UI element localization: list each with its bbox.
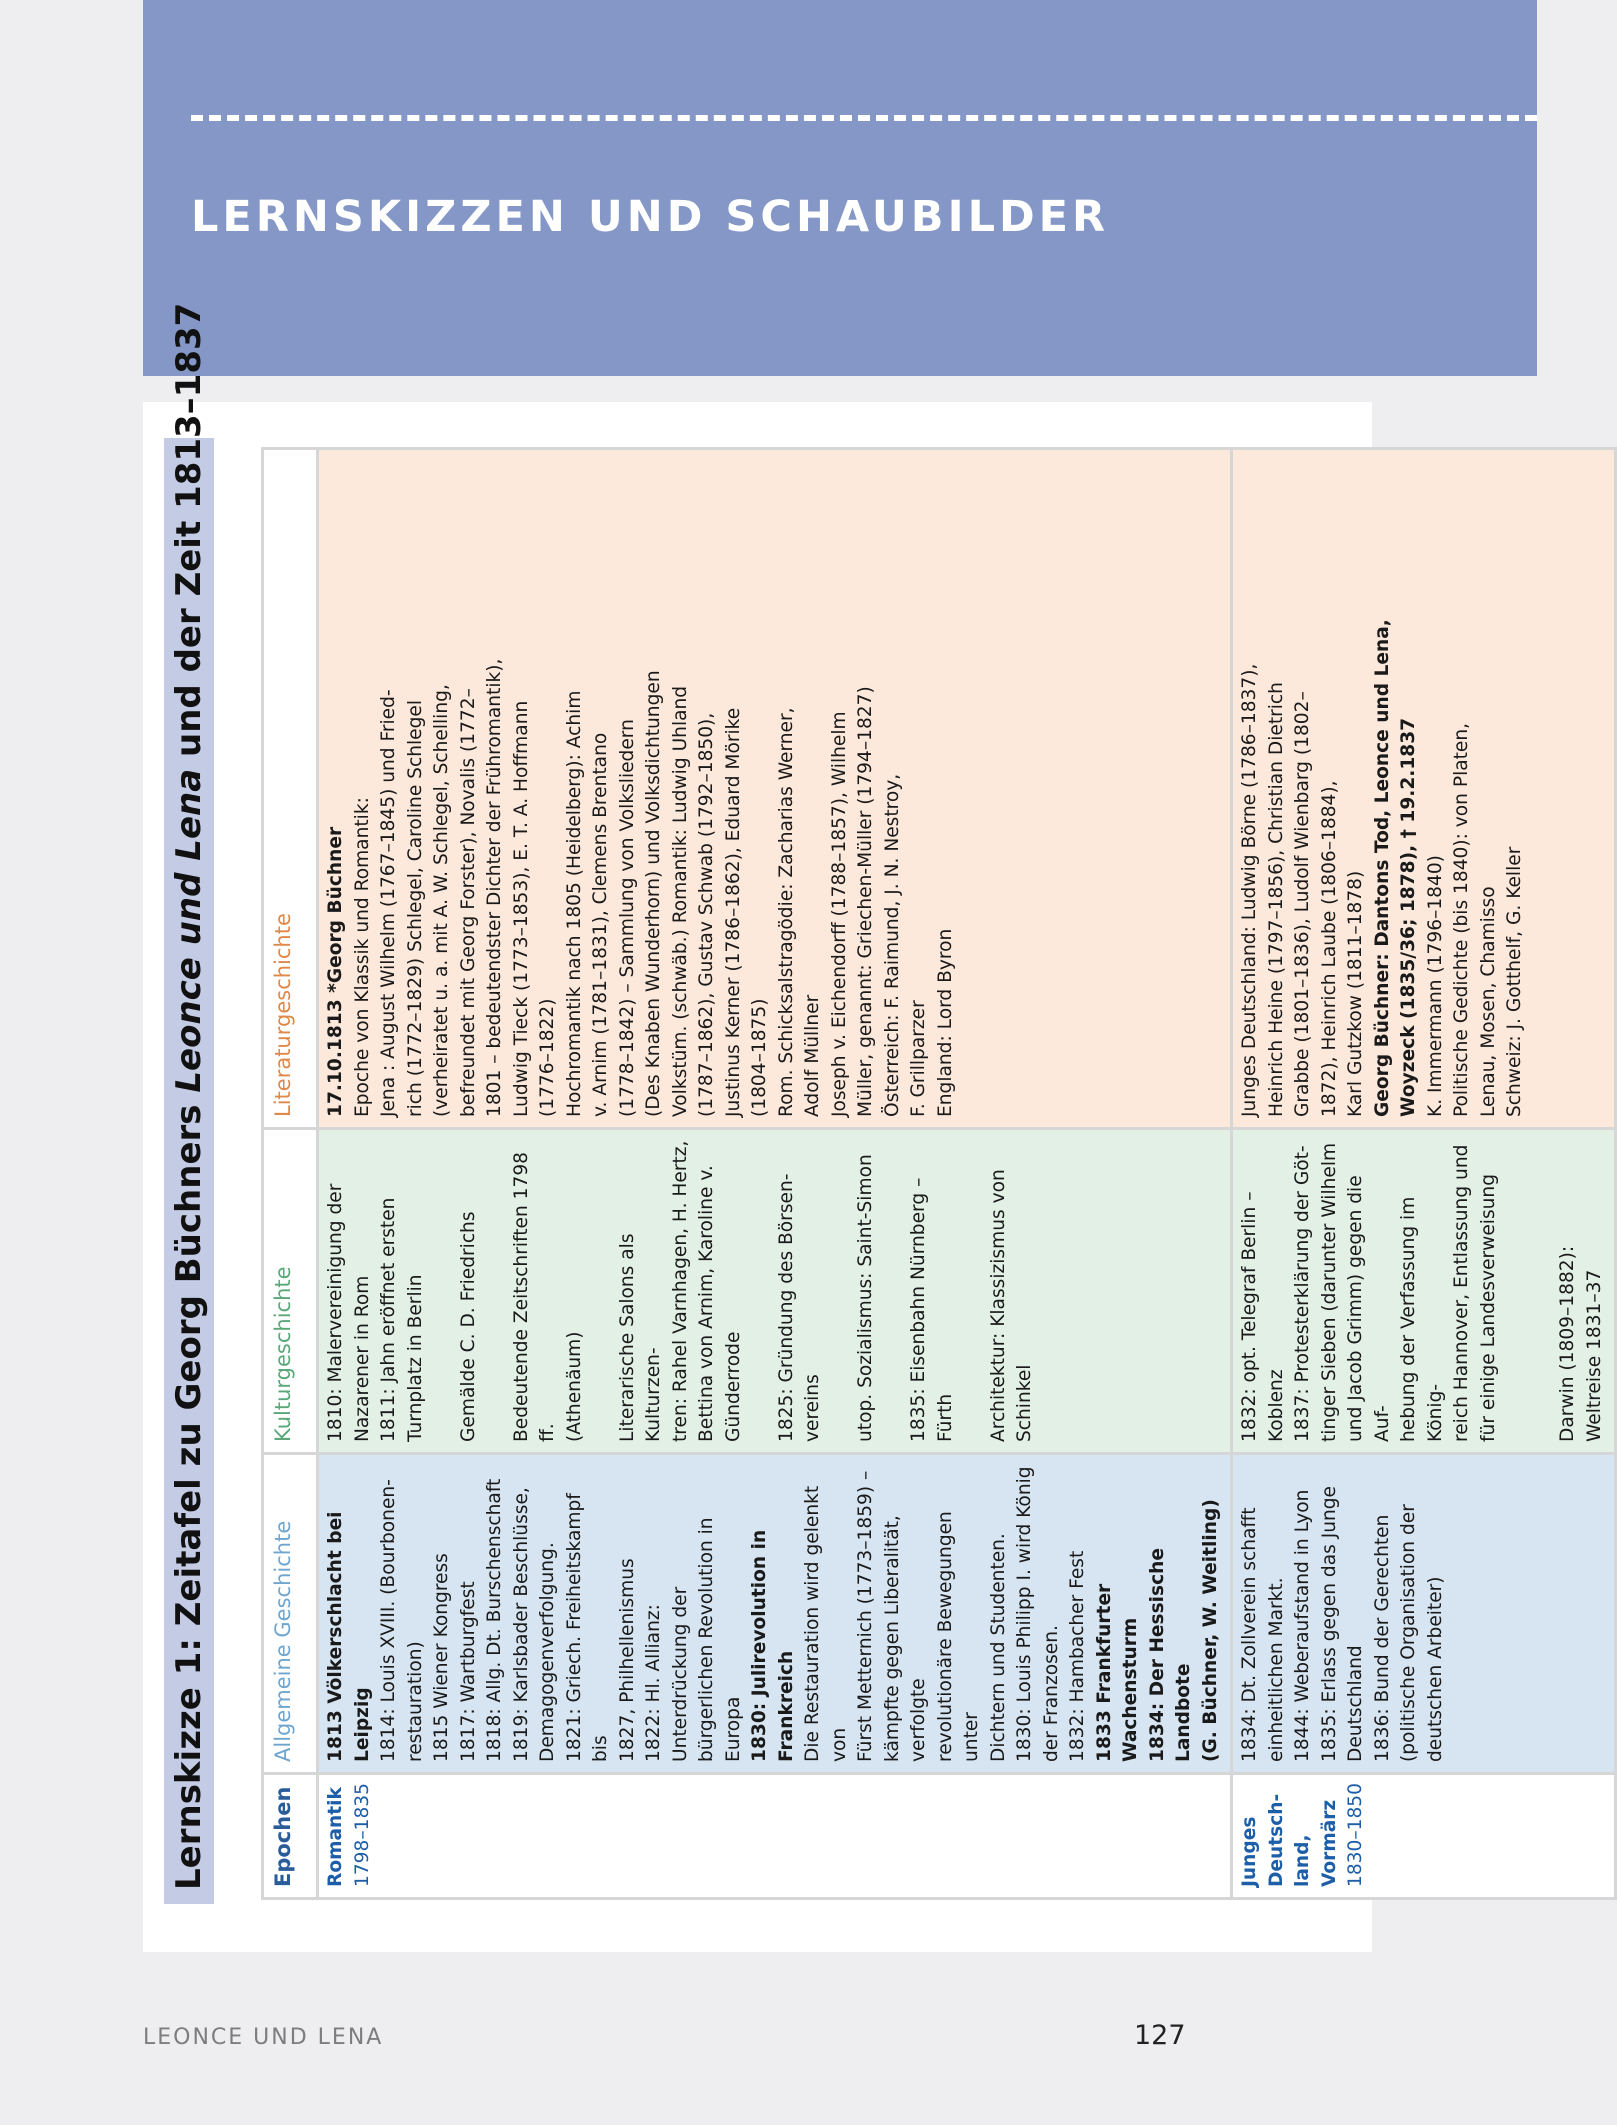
entry-line (588, 1138, 615, 1442)
entry-line: 1830: Julirevolution in Frankreich (749, 1523, 797, 1762)
entry-line: 1830: Louis Philipp I. wird König (1014, 1466, 1035, 1762)
entry-line (827, 1138, 854, 1442)
entry-line: Joseph v. Eichendorff (1788–1857), Wilhelm (828, 711, 850, 1117)
entry-line: 1817: Wartburgfest (457, 1581, 479, 1762)
entry-line: der Franzosen. (1040, 1625, 1062, 1762)
entry-line: für einige Landesverweisung (1477, 1173, 1499, 1442)
entry-line (1502, 1138, 1529, 1442)
entry-line: 1821: Griech. Freiheitskampf bis (563, 1487, 611, 1762)
entry-line: Literarische Salons als Kulturzen- (616, 1227, 664, 1442)
entry-line: Deutschland (1345, 1645, 1366, 1762)
entry-line: vereins (802, 1374, 823, 1442)
entry-line: reich Hannover, Entlassung und (1451, 1144, 1472, 1442)
entry-line: 1825: Gründung des Börsen- (775, 1173, 797, 1442)
sketch-title (164, 302, 214, 1904)
sketch-title-post: und der Zeit 1813–1837 (169, 302, 209, 769)
entry-line: und Jacob Grimm) gegen die Auf- (1345, 1169, 1393, 1442)
entry-line (429, 1138, 456, 1442)
entry-line: (1778–1842) – Sammlung von Volksliedern (616, 719, 638, 1117)
entry-line: 17.10.1813 *Georg Büchner (325, 826, 346, 1117)
entry-line: Die Restauration wird gelenkt von (802, 1479, 850, 1762)
entry-line: Gemälde C. D. Friedrichs (457, 1211, 479, 1442)
entry-line (747, 1138, 774, 1442)
entry-line: F. Grillparzer (908, 1000, 929, 1117)
entry-line: (G. Büchner, W. Weitling) (1199, 1499, 1221, 1762)
entry-line: 1835: Eisenbahn Nürnberg – Fürth (908, 1171, 956, 1442)
entry-line: (verheiratet u. a. mit A. W. Schlegel, Schelling, (431, 684, 452, 1117)
header-literaturgeschichte: Literaturgeschichte (263, 449, 318, 1129)
header-allgemeine-geschichte: Allgemeine Geschichte (263, 1454, 318, 1774)
header-epochen: Epochen (263, 1774, 318, 1899)
entry-line: Müller, genannt: Griechen-Müller (1794–1827) (855, 686, 876, 1117)
entry-line: v. Arnim (1781–1831), Clemens Brentano (590, 732, 611, 1117)
entry-line: 1815 Wiener Kongress (431, 1553, 452, 1762)
entry-line: 1834: Der Hessische Landbote (1146, 1541, 1194, 1762)
entry-line: 1814: Louis XVIII. (Bourbonen- (378, 1479, 399, 1762)
entry-line: (politische Organisation der (1398, 1504, 1419, 1762)
header-band (143, 0, 1537, 376)
entry-line: Woyzeck (1835/36; 1878), † 19.2.1837 (1398, 717, 1419, 1117)
entry-line: Junges Deutschland: Ludwig Börne (1786–1837), (1239, 663, 1260, 1117)
entry-line (959, 1138, 986, 1442)
entry-line: restauration) (404, 1641, 426, 1762)
entry-line: (1776–1822) (537, 998, 558, 1117)
entry-line: Demagogenverfolgung. (537, 1542, 558, 1762)
entry-line: utop. Sozialismus: Saint-Simon (855, 1154, 876, 1442)
entry-line: einheitlichen Markt. (1265, 1577, 1287, 1762)
entry-line: deutschen Arbeiter) (1424, 1576, 1446, 1762)
entry-line: Grabbe (1801–1836), Ludolf Wienbarg (1802– (1292, 691, 1313, 1117)
entry-line: (1804–1875) (749, 998, 770, 1117)
literatur-cell (318, 449, 1232, 1129)
entry-line: Fürst Metternich (1773–1859) – (855, 1470, 876, 1762)
entry-line: Lenau, Mosen, Chamisso (1477, 886, 1499, 1117)
kultur-cell (1232, 1129, 1616, 1454)
entry-line (880, 1138, 907, 1442)
entry-line: 1801 – bedeutendster Dichter der Frühromantik), (484, 658, 505, 1117)
entry-line: Koblenz (1265, 1369, 1287, 1442)
entry-line: Justinus Kerner (1786–1862), Eduard Mörike (722, 707, 744, 1117)
entry-line: hebung der Verfassung im König- (1398, 1190, 1446, 1442)
entry-line: (Des Knaben Wunderhorn) und Volksdichtungen (643, 670, 664, 1117)
header-kulturgeschichte: Kulturgeschichte (263, 1129, 318, 1454)
entry-line: Jena : August Wilhelm (1767–1845) und Fried- (378, 689, 399, 1117)
entry-line: 1811: Jahn eröffnet ersten (378, 1197, 399, 1442)
entry-line: Österreich: F. Raimund, J. N. Nestroy, (881, 773, 903, 1117)
entry-line: Heinrich Heine (1797–1856), Christian Dietrich (1265, 682, 1287, 1117)
entry-line: Karl Gutzkow (1811–1878) (1345, 870, 1366, 1117)
entry-line: bürgerlichen Revolution in Europa (696, 1511, 744, 1762)
entry-line (482, 1138, 509, 1442)
section-title: LERNSKIZZEN UND SCHAUBILDER (191, 192, 1110, 242)
entry-line: revolutionäre Bewegungen unter (934, 1505, 982, 1762)
entry-line: 1810: Malervereinigung der (325, 1183, 346, 1442)
entry-line: Epoche von Klassik und Romantik: (351, 797, 373, 1117)
entry-line: Adolf Müllner (802, 994, 823, 1117)
entry-line: 1837: Protesterklärung der Göt- (1292, 1145, 1313, 1442)
allgemeine-cell (1232, 1454, 1616, 1774)
entry-line: Bedeutende Zeitschriften 1798 ff. (510, 1146, 558, 1442)
entry-line: 1836: Bund der Gerechten (1371, 1514, 1393, 1762)
epoch-cell (318, 1774, 1232, 1899)
footer-book-title: LEONCE UND LENA (143, 2025, 384, 2050)
sketch-title-italic: Leonce und Lena (169, 768, 209, 1093)
entry-line: 1835: Erlass gegen das Junge (1318, 1485, 1340, 1762)
rotated-timeline (143, 302, 1605, 1952)
entry-line: kämpfte gegen Liberalität, verfolgte (881, 1509, 929, 1762)
entry-line: 1819: Karlsbader Beschlüsse, (510, 1487, 532, 1762)
epoch-name: Junges Deutsch- land, Vormärz (1239, 1793, 1340, 1887)
entry-line: K. Immermann (1796–1840) (1424, 855, 1446, 1117)
epoch-years: 1798–1835 (351, 1783, 373, 1887)
entry-line (1529, 1138, 1556, 1442)
entry-line: Günderrode (722, 1331, 744, 1442)
literatur-cell (1232, 449, 1616, 1129)
entry-line: 1844: Weberaufstand in Lyon (1292, 1489, 1313, 1762)
entry-line: 1834: Dt. Zollverein schafft (1239, 1507, 1260, 1762)
page-number: 127 (1134, 2020, 1186, 2051)
table-row (318, 449, 1232, 1899)
entry-line: Ludwig Tieck (1773–1853), E. T. A. Hoffmann (510, 700, 532, 1117)
sketch-title-pre: Lernskizze 1: Zeitafel zu Georg Büchners (169, 1092, 209, 1890)
entry-line: 1822: Hl. Allianz: Unterdrückung der (643, 1586, 691, 1762)
allgemeine-cell (318, 1454, 1232, 1774)
entry-line: Architektur: Klassizismus von (987, 1169, 1009, 1442)
entry-line: Rom. Schicksalstragödie: Zacharias Werner, (775, 707, 797, 1117)
entry-line: (Athenäum) (563, 1331, 585, 1442)
entry-line: Schweiz: J. Gotthelf, G. Keller (1504, 846, 1525, 1117)
entry-line: 1832: Hambacher Fest (1067, 1550, 1088, 1762)
entry-line: Bettina von Arnim, Karoline v. (696, 1165, 717, 1442)
entry-line: 1827, Philhellenismus (616, 1558, 638, 1762)
table-header-row (263, 449, 318, 1899)
epoch-cell (1232, 1774, 1616, 1899)
entry-line: befreundet mit Georg Forster), Novalis (1772– (457, 688, 479, 1117)
epoch-name: Romantik (325, 1787, 346, 1887)
entry-line: Nazarener in Rom (351, 1275, 373, 1442)
entry-line: Darwin (1809–1882): (1557, 1245, 1578, 1442)
entry-line: 1832: opt. Telegraf Berlin – (1239, 1191, 1260, 1442)
entry-line: 1818: Allg. Dt. Burschenschaft (484, 1478, 505, 1762)
entry-line: Georg Büchner: Dantons Tod, Leonce und Lena, (1371, 619, 1393, 1117)
entry-line: 1833 Frankfurter Wachensturm (1093, 1577, 1141, 1762)
entry-line: Politische Gedichte (bis 1840): von Platen, (1451, 722, 1472, 1117)
timeline-table (261, 447, 1617, 1900)
entry-line: 1813 Völkerschlacht bei Leipzig (325, 1504, 373, 1762)
entry-line: Hochromantik nach 1805 (Heidelberg): Achim (563, 690, 585, 1117)
entry-line: Volkstüm. (schwäb.) Romantik: Ludwig Uhland (669, 685, 691, 1117)
entry-line: Weltreise 1831–37 (1583, 1269, 1605, 1442)
entry-line: Dichtern und Studenten. (987, 1533, 1009, 1762)
entry-line: Schinkel (1014, 1364, 1035, 1442)
entry-line: Turnplatz in Berlin (404, 1274, 426, 1442)
kultur-cell (318, 1129, 1232, 1454)
epoch-years: 1830–1850 (1345, 1783, 1366, 1887)
entry-line: (1787–1862), Gustav Schwab (1792–1850), (696, 712, 717, 1117)
table-row (1232, 449, 1616, 1899)
content-card (143, 302, 1605, 1952)
entry-line: tinger Sieben (darunter Wilhelm (1318, 1142, 1340, 1442)
entry-line: rich (1772–1829) Schlegel, Caroline Schlegel (404, 699, 426, 1117)
dashed-divider (191, 115, 1537, 121)
entry-line: 1872), Heinrich Laube (1806–1884), (1318, 780, 1340, 1117)
entry-line: England: Lord Byron (934, 928, 956, 1117)
entry-line: tren: Rahel Varnhagen, H. Hertz, (669, 1140, 691, 1442)
